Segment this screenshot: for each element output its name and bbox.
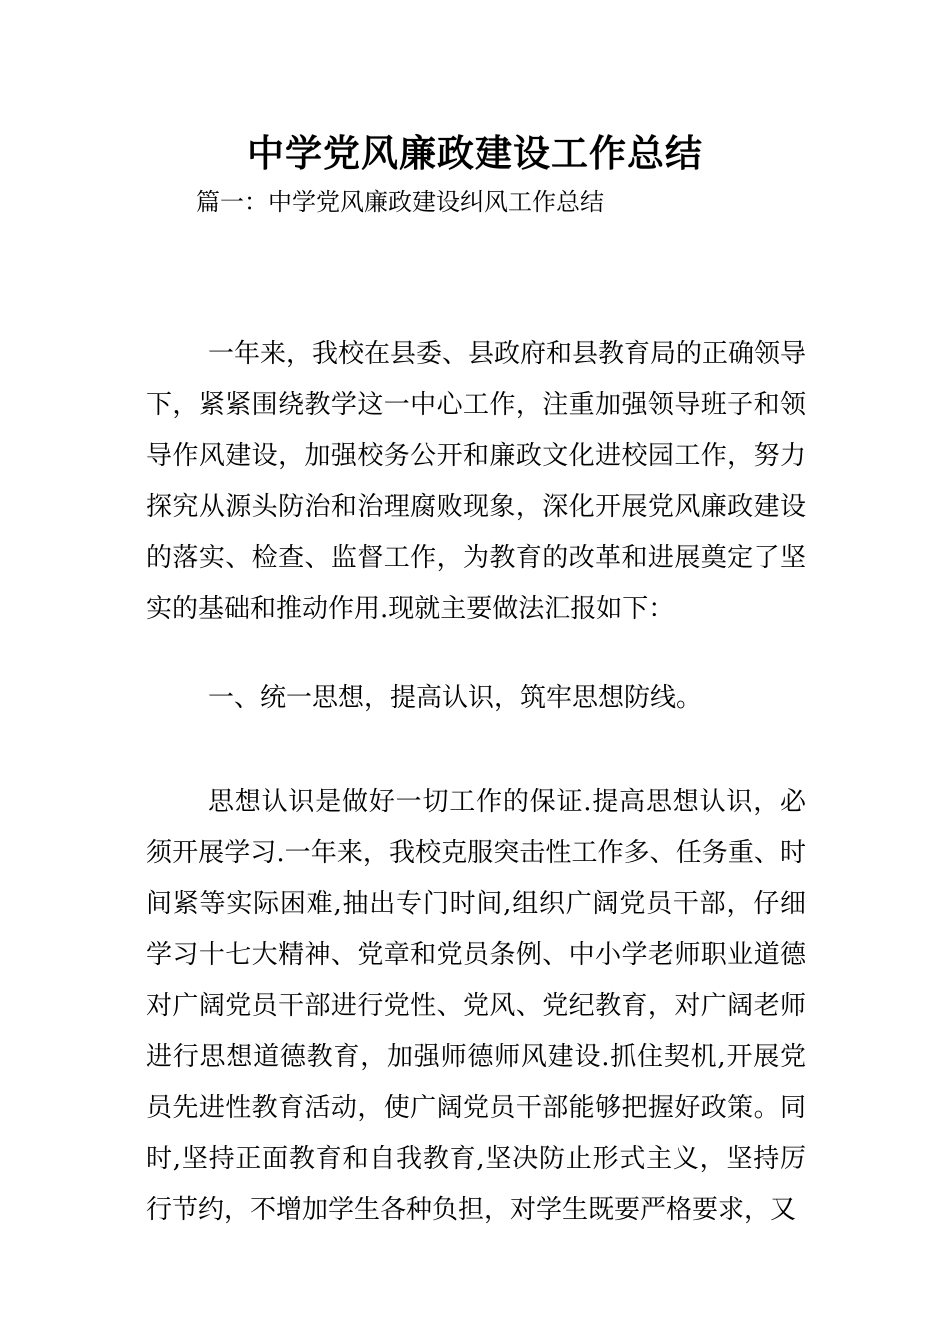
document-subtitle: 篇一：中学党风廉政建设纠风工作总结 [196, 188, 604, 216]
paragraph-section-1: 思想认识是做好一切工作的保证.提高思想认识，必须开展学习.一年来，我校克服突击性工作多、任务重、时间紧等实际困难,抽出专门时间,组织广阔党员干部，仔细学习十七大精神、党章和党员条例、中小学老师职业道德对广阔党员干部进行党性、党风、党纪教育，对广阔老师进行思想道德教育，加强师德师风建设.抓住契机,开展党员先进性教育活动，使广阔党员干部能够把握好政策。同时,坚持正面教育和自我教育,坚决防止形式主义，坚持厉行节约，不增加学生各种负担，对学生既要严格要求，又 [146, 787, 806, 1225]
document-title: 中学党风廉政建设工作总结 [247, 131, 703, 175]
section-heading-1: 一、统一思想，提高认识，筑牢思想防线。 [208, 683, 703, 713]
paragraph-intro: 一年来，我校在县委、县政府和县教育局的正确领导下，紧紧围绕教学这一中心工作，注重加强领导班子和领导作风建设，加强校务公开和廉政文化进校园工作，努力探究从源头防治和治理腐败现象，深化开展党风廉政建设的落实、检查、监督工作，为教育的改革和进展奠定了坚实的基础和推动作用.现就主要做法汇报如下： [146, 339, 807, 624]
